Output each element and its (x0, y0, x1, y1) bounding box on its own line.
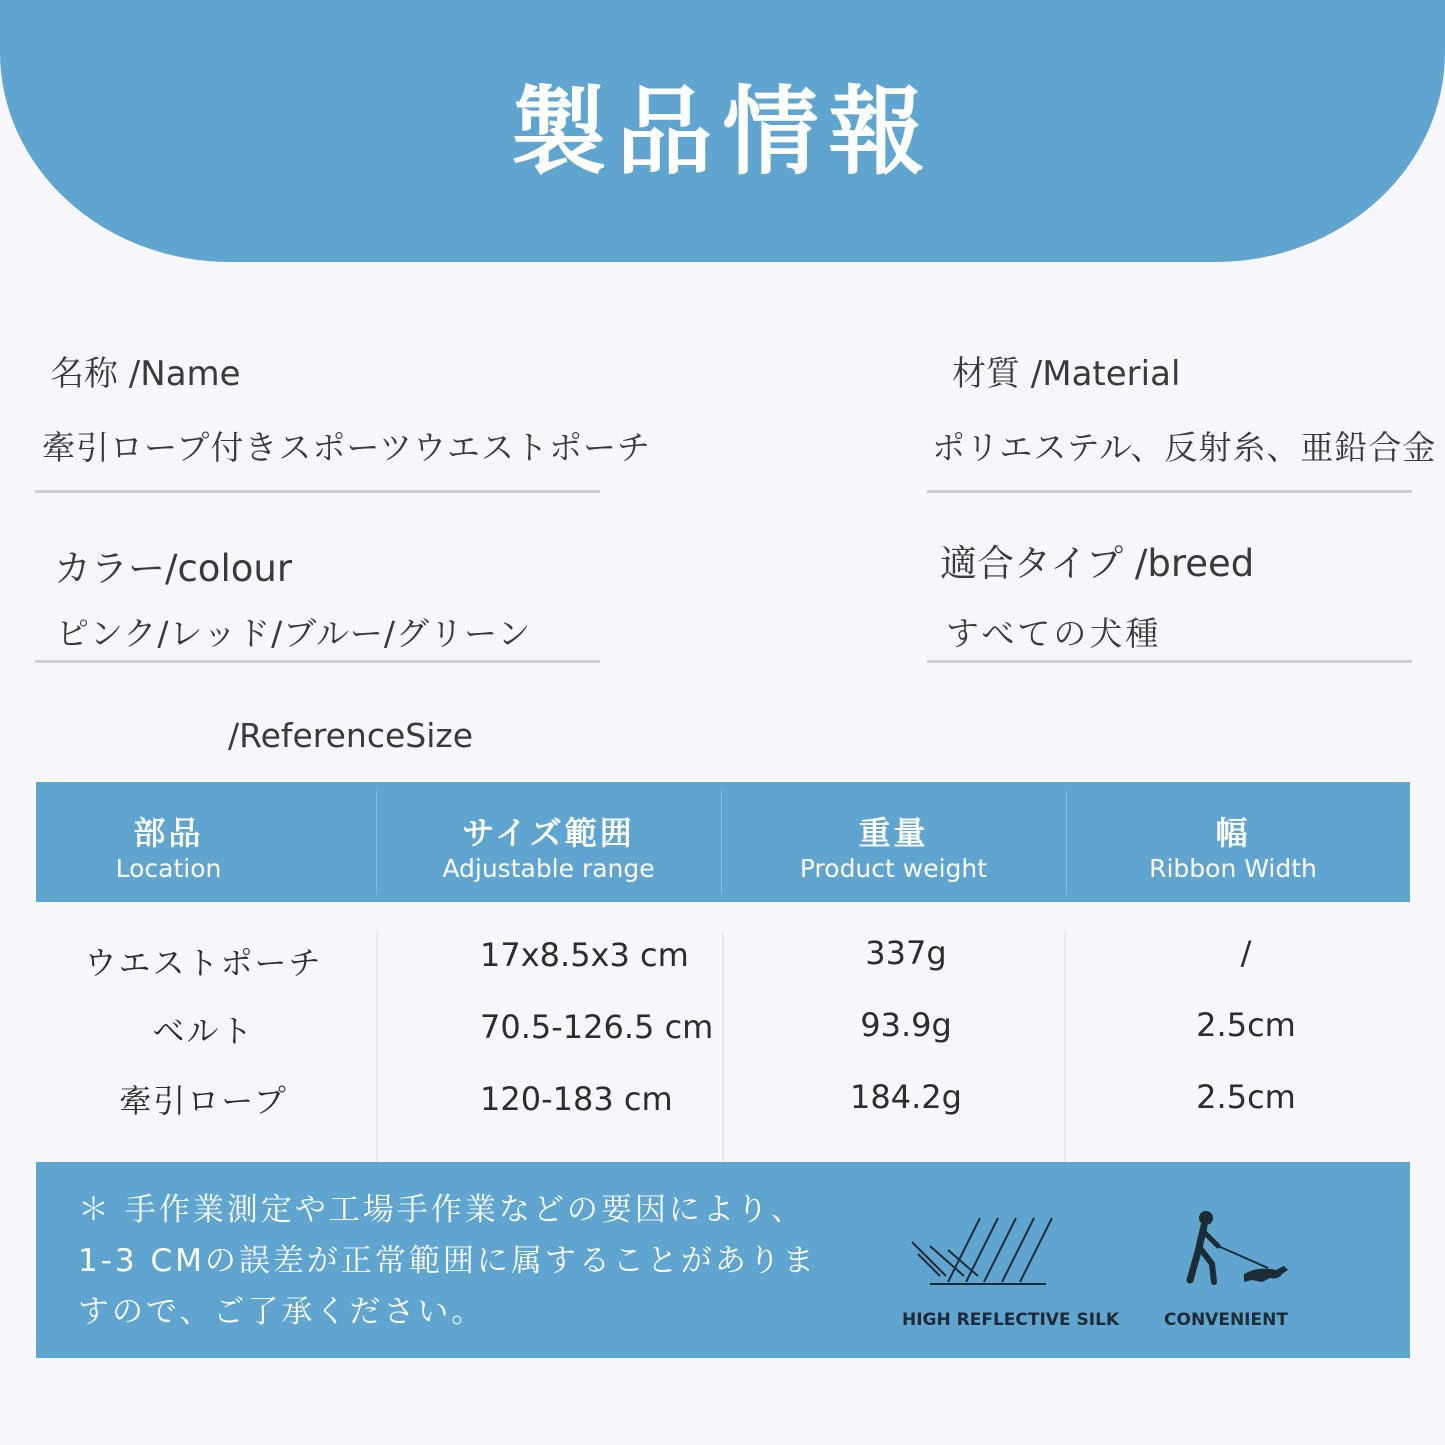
reference-size-title: /ReferenceSize (228, 716, 474, 755)
table-cell: 2.5cm (1196, 1006, 1296, 1044)
page-title: 製品情報 (510, 76, 935, 188)
feature-label: CONVENIENT (1164, 1310, 1288, 1330)
column-header-width (1066, 782, 1400, 902)
column-header-weight (721, 782, 1066, 902)
column-header-jp: 幅 (1215, 814, 1251, 852)
reflective-silk-icon (908, 1212, 1064, 1292)
note-line: 1-3 CMの誤差が正常範囲に属することがありま (78, 1243, 817, 1279)
divider (35, 490, 600, 493)
breed-label: 適合タイプ /breed (940, 542, 1255, 585)
divider (927, 490, 1412, 493)
column-separator (376, 932, 378, 1162)
table-cell: 93.9g (860, 1006, 952, 1044)
table-cell: 120-183 cm (480, 1080, 673, 1118)
column-header-en: Product weight (799, 854, 988, 883)
note-line: すので、ご了承ください。 (78, 1294, 486, 1330)
table-cell: 2.5cm (1196, 1078, 1296, 1116)
column-header-en: Adjustable range (442, 854, 655, 883)
column-header-jp: サイズ範囲 (462, 814, 635, 852)
table-cell: ベルト (152, 1012, 255, 1050)
dog-walking-icon (1178, 1208, 1298, 1292)
table-cell: 184.2g (850, 1078, 962, 1116)
column-header-en: Location (115, 854, 222, 883)
colour-label: カラー/colour (54, 547, 293, 590)
name-label: 名称 /Name (50, 354, 241, 394)
column-header-en: Ribbon Width (1149, 854, 1317, 883)
size-table-body (36, 902, 1410, 1162)
column-separator (722, 932, 724, 1162)
colour-value: ピンク/レッド/ブルー/グリーン (56, 614, 532, 653)
breed-value: すべての犬種 (946, 614, 1162, 653)
material-label: 材質 /Material (952, 354, 1181, 394)
name-value: 牽引ロープ付きスポーツウエストポーチ (42, 428, 652, 467)
table-cell: / (1240, 934, 1252, 972)
column-separator (1064, 932, 1066, 1162)
divider (927, 660, 1412, 663)
column-header-jp: 部品 (133, 814, 204, 852)
table-cell: 17x8.5x3 cm (480, 936, 689, 974)
column-header-range (376, 782, 721, 902)
table-cell: 牽引ロープ (119, 1082, 288, 1120)
table-cell: 337g (865, 934, 947, 972)
size-table-header (36, 782, 1410, 902)
feature-label: HIGH REFLECTIVE SILK (902, 1310, 1120, 1330)
footer-note-box (36, 1162, 1410, 1358)
table-cell: ウエストポーチ (84, 944, 323, 982)
note-line: ＊ 手作業測定や工場手作業などの要因により、 (78, 1192, 805, 1228)
divider (35, 660, 600, 663)
column-header-location (36, 782, 301, 902)
table-cell: 70.5-126.5 cm (480, 1008, 714, 1046)
column-header-jp: 重量 (858, 814, 929, 852)
material-value: ポリエステル、反射糸、亜鉛合金 (932, 428, 1437, 467)
